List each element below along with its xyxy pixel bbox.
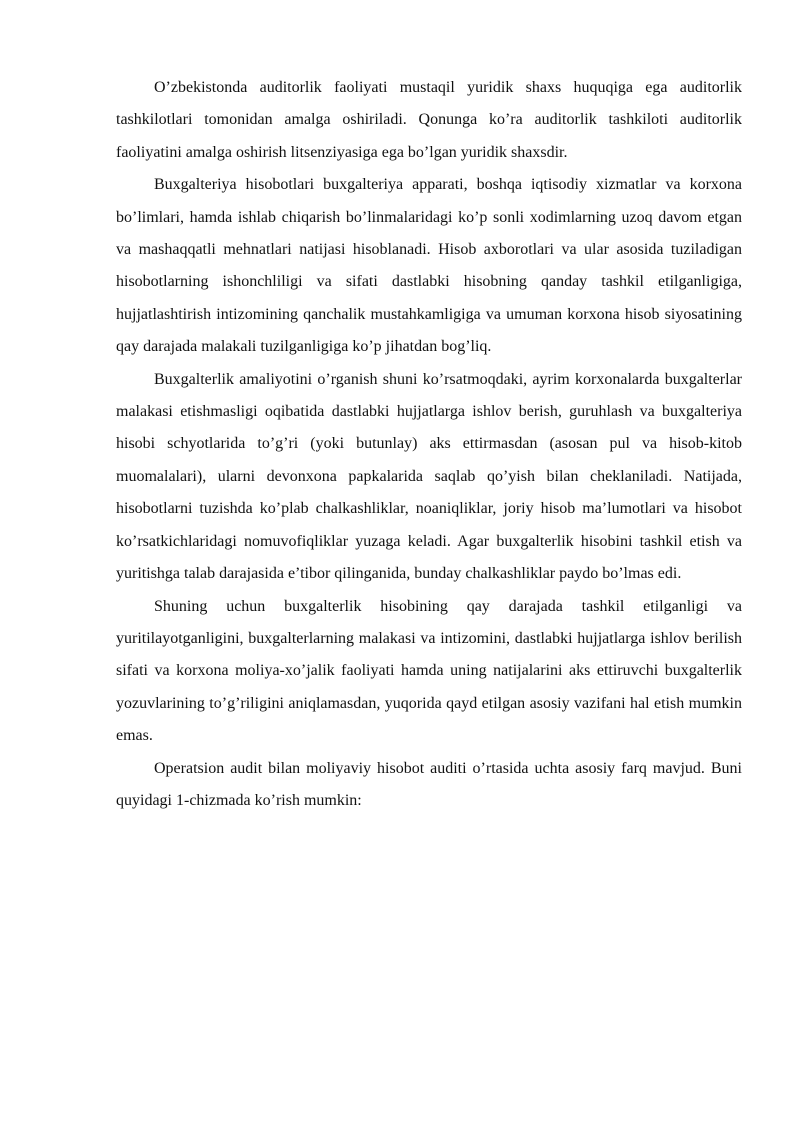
paragraph-operatsion-audit: Operatsion audit bilan moliyaviy hisobot auditi o’rtasida uchta asosiy farq mavjud. Buni quyidagi 1-chizmada ko’rish mumkin:: [116, 759, 742, 809]
paragraph-shuning-uchun: Shuning uchun buxgalterlik hisobining qay darajada tashkil etilganligi va yuritilayotganligini, buxgalterlarning malakasi va intizomini, dastlabki hujjatlarga ishlov berilish sifati va korxona moliya-xo’jalik faoliyati hamda uning natijalarini aks ettiruvchi buxgalterlik yozuvlarining to’g’riligini aniqlamasdan, yuqorida qayd etilgan asosiy vazifani hal etish mumkin emas.: [116, 597, 742, 745]
paragraph-buxgalterlik-amaliyoti: Buxgalterlik amaliyotini o’rganish shuni ko’rsatmoqdaki, ayrim korxonalarda buxgalterlar malakasi etishmasligi oqibatida dastlabki hujjatlarga ishlov berish, guruhlash va buxgalteriya hisobi schyotlarida to’g’ri (yoki butunlay) aks ettirmasdan (asosan pul va hisob-kitob muomalalari), ularni devonxona papkalarida saqlab qo’yish bilan cheklaniladi. Natijada, hisobotlarni tuzishda ko’plab chalkashliklar, noaniqliklar, joriy hisob ma’lumotlari va hisobot ko’rsatkichlaridagi nomuvofiqliklar yuzaga keladi. Agar buxgalterlik hisobini tashkil etish va yuritishga talab darajasida e’tibor qilinganida, bunday chalkashliklar paydo bo’lmas edi.: [116, 370, 742, 583]
paragraph-buxgalteriya-hisobotlari: Buxgalteriya hisobotlari buxgalteriya apparati, boshqa iqtisodiy xizmatlar va korxona bo’limlari, hamda ishlab chiqarish bo’linmalaridagi ko’p sonli xodimlarning uzoq davom etgan va mashaqqatli mehnatlari natijasi hisoblanadi. Hisob axborotlari va ular asosida tuziladigan hisobotlarning ishonchliligi va sifati dastlabki hisobning qanday tashkil etilganligiga, hujjatlashtirish intizomining qanchalik mustahkamligiga va umuman korxona hisob siyosatining qay darajada malakali tuzilganligiga ko’p jihatdan bog’liq.: [116, 176, 742, 356]
document-body: [116, 72, 742, 817]
paragraph-auditorlik-tashkilotlari: O’zbekistonda auditorlik faoliyati mustaqil yuridik shaxs huquqiga ega auditorlik tashkilotlari tomonidan amalga oshiriladi. Qonunga ko’ra auditorlik tashkiloti auditorlik faoliyatini amalga oshirish litsenziyasiga ega bo’lgan yuridik shaxsdir.: [116, 79, 742, 161]
